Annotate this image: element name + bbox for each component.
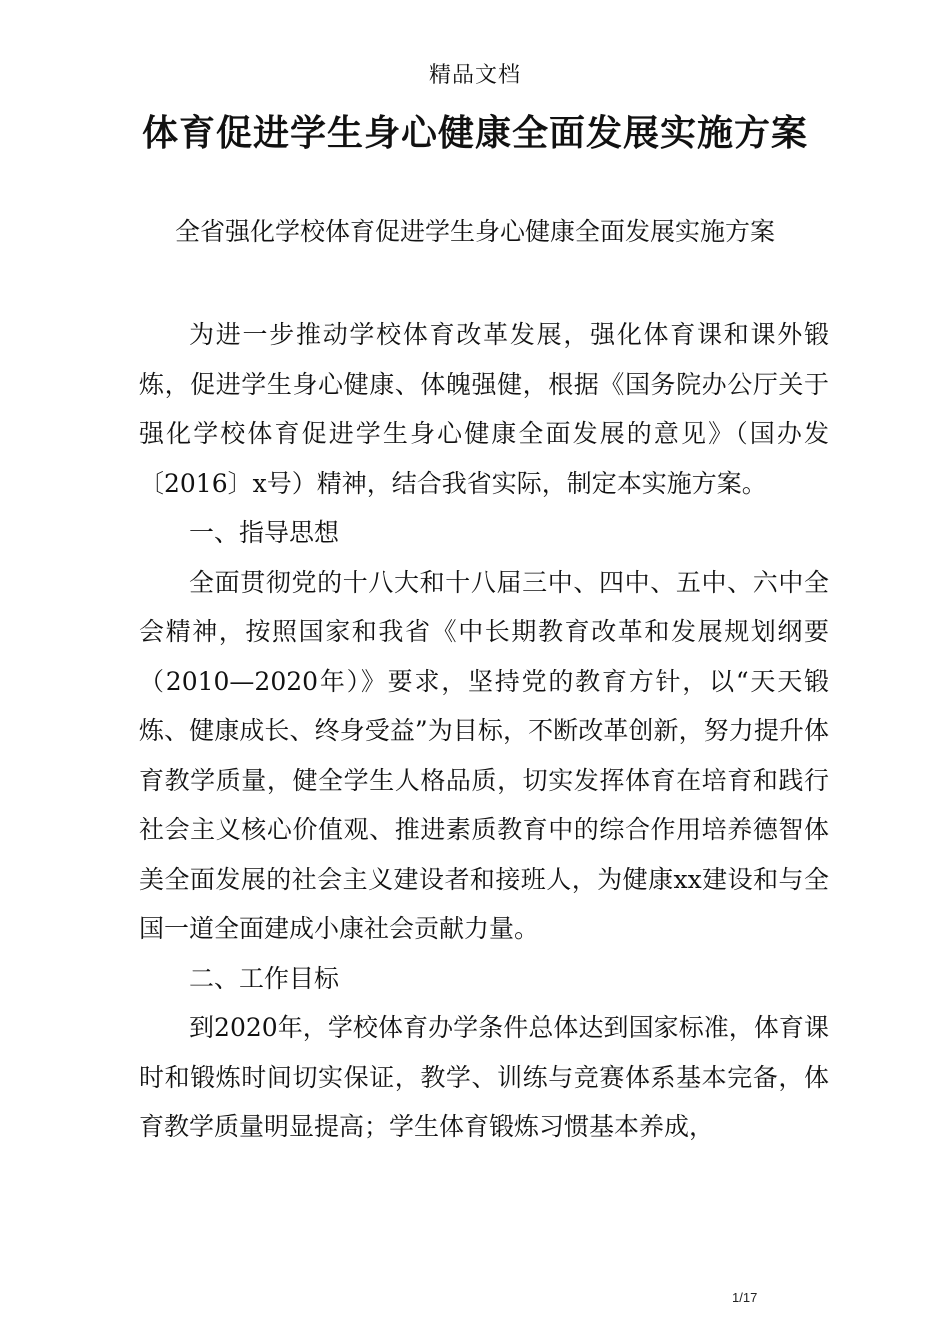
page-header: 精品文档 — [428, 63, 521, 88]
document-body — [139, 310, 829, 1152]
guiding-ideology-paragraph: 全面贯彻党的十八大和十八届三中、四中、五中、六中全会精神，按照国家和我省《中长期教育改革和发展规划纲要（2010—2020年）》要求，坚持党的教育方针，以“天天锻炼、健康成长、终身受益”为目标，不断改革创新，努力提升体育教学质量，健全学生人格品质，切实发挥体育在培育和践行社会主义核心价值观、推进素质教育中的综合作用培养德智体美全面发展的社会主义建设者和接班人，为健康xx建设和与全国一道全面建成小康社会贡献力量。 — [139, 567, 829, 943]
page-number: 1/17 — [732, 1290, 758, 1305]
section-heading-work-goals: 二、工作目标 — [189, 963, 340, 993]
section-heading-guiding-ideology: 一、指导思想 — [189, 518, 340, 547]
work-goals-paragraph: 到2020年，学校体育办学条件总体达到国家标准，体育课时和锻炼时间切实保证，教学、训练与竞赛体系基本完备，体育教学质量明显提高；学生体育锻炼习惯基本养成， — [139, 1013, 829, 1141]
intro-paragraph: 为进一步推动学校体育改革发展，强化体育课和课外锻炼，促进学生身心健康、体魄强健，根据《国务院办公厅关于强化学校体育促进学生身心健康全面发展的意见》（国办发〔2016〕x号）精神，结合我省实际，制定本实施方案。 — [139, 320, 829, 498]
document-title: 体育促进学生身心健康全面发展实施方案 — [141, 113, 808, 154]
document-subtitle: 全省强化学校体育促进学生身心健康全面发展实施方案 — [174, 217, 775, 246]
